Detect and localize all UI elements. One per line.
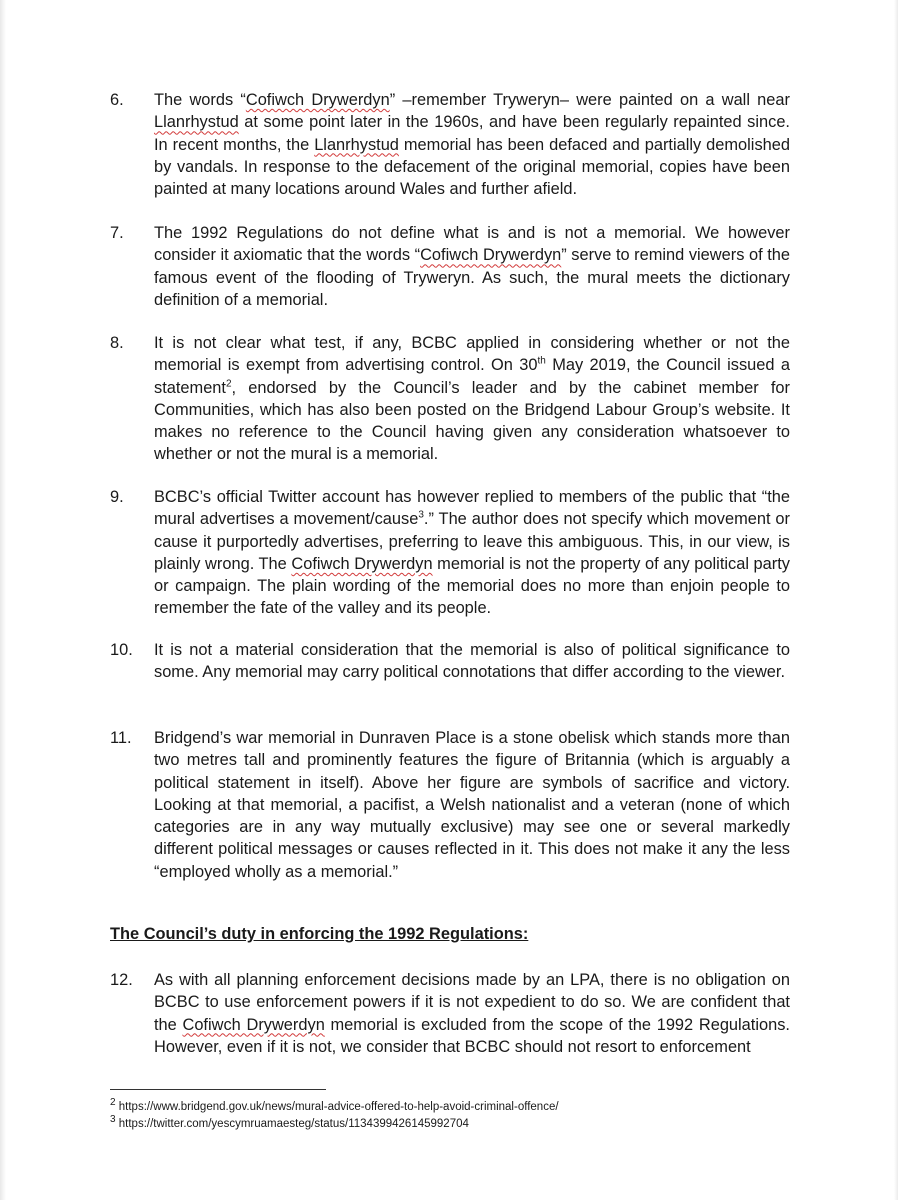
text-run: The 1992 Regulations do not define what is and is not a memorial. We however consider it axiomatic that the words “ [154, 224, 790, 265]
text-run: It is not clear what test, if any, BCBC applied in considering whether or not the memorial is exempt from advertising control. On 30 [154, 334, 790, 375]
text-run: It is not a material consideration that the memorial is also of political significance to some. Any memorial may carry political connotations that differ according to the viewer. [154, 641, 790, 682]
footnote-mark: 3 [110, 1114, 116, 1126]
text-run: The words “ [154, 91, 246, 109]
paragraph-12 [110, 969, 790, 1058]
text-run: memorial is excluded from the scope of the 1992 Regulations. However, even if it is not, we consider that BCBC should not resort to enforcement [154, 1015, 790, 1056]
spellcheck-word: Llanrhystud [314, 135, 399, 154]
footnote-2 [110, 1097, 559, 1115]
paragraph-text [154, 332, 790, 466]
paragraph-10 [110, 639, 790, 684]
page-edge-shadow-right [894, 0, 898, 1200]
paragraph-number: 9. [110, 488, 124, 506]
superscript: 3 [418, 509, 424, 521]
paragraph-text [154, 969, 790, 1058]
paragraph-text [154, 727, 790, 883]
text-run: memorial has been defaced and partially demolished by vandals. In response to the defacement of the original memorial, copies have been painted at many locations around Wales and further afield. [154, 135, 790, 199]
paragraph-9 [110, 486, 790, 620]
footnote-link[interactable]: https://twitter.com/yescymruamaesteg/status/1134399426145992704 [118, 1118, 469, 1130]
text-run: ” –remember Tryweryn– were painted on a wall near [389, 91, 790, 109]
text-run: As with all planning enforcement decisions made by an LPA, there is no obligation on BCBC to use enforcement powers if it is not expedient to do so. We are confident that the [154, 971, 790, 1034]
footnote-mark: 2 [110, 1097, 116, 1109]
text-run: Bridgend’s war memorial in Dunraven Place is a stone obelisk which stands more than two metres tall and prominently features the figure of Britannia (which is arguably a political statement in itself). Above her figure are symbols of sacrifice and victory. Looking at that memorial, a pacifist, a Welsh nationalist and a veteran (none of which categories are in any way mutually exclusive) may see one or several markedly different political messages or causes reflected in it. This does not make it any the less “employed wholly as a memorial.” [154, 729, 790, 881]
spellcheck-word: Cofiwch Drywerdyn [291, 554, 433, 573]
paragraph-7 [110, 222, 790, 311]
paragraph-number: 7. [110, 224, 124, 242]
footnote-link[interactable]: https://www.bridgend.gov.uk/news/mural-advice-offered-to-help-avoid-criminal-offence/ [118, 1101, 559, 1113]
paragraph-number: 12. [110, 971, 133, 989]
text-run: ” serve to remind viewers of the famous event of the flooding of Tryweryn. As such, the mural meets the dictionary definition of a memorial. [154, 246, 790, 309]
spellcheck-word: Llanrhystud [154, 113, 239, 132]
text-run: .” The author does not specify which movement or cause it purportedly advertises, preferring to leave this ambiguous. This, in our view, is plainly wrong. The [154, 510, 790, 573]
paragraph-number: 6. [110, 91, 124, 109]
paragraph-number: 11. [110, 729, 132, 747]
paragraph-number: 10. [110, 641, 133, 659]
section-heading: The Council’s duty in enforcing the 1992 Regulations: [110, 925, 529, 943]
text-run: May 2019, the Council issued a statement [154, 356, 790, 397]
spellcheck-word: Cofiwch Drywerdyn [420, 246, 562, 265]
paragraph-text [154, 486, 790, 620]
spellcheck-word: Cofiwch Drywerdyn [182, 1015, 325, 1034]
paragraph-number: 8. [110, 334, 124, 352]
paragraph-text [154, 222, 790, 311]
text-run: at some point later in the 1960s, and have been regularly repainted since. In recent months, the [154, 113, 790, 154]
superscript: 2 [225, 378, 232, 390]
superscript: th [537, 355, 546, 367]
text-run: BCBC’s official Twitter account has however replied to members of the public that “the mural advertises a movement/cause [154, 488, 790, 529]
spellcheck-word: Cofiwch Drywerdyn [245, 91, 390, 109]
footnote-separator [110, 1089, 326, 1090]
paragraph-text [154, 89, 790, 200]
text-run: , endorsed by the Council’s leader and by the cabinet member for Communities, which has also been posted on the Bridgend Labour Group’s website. It makes no reference to the Council having given any consideration whatsoever to whether or not the mural is a memorial. [154, 378, 790, 464]
paragraph-11 [110, 727, 790, 883]
paragraph-text [154, 639, 790, 684]
footnote-3 [110, 1114, 469, 1132]
page-edge-shadow [0, 0, 6, 1200]
paragraph-6 [110, 89, 790, 200]
paragraph-8 [110, 332, 790, 466]
text-run: memorial is not the property of any political party or campaign. The plain wording of the memorial does no more than enjoin people to remember the fate of the valley and its people. [154, 554, 790, 618]
